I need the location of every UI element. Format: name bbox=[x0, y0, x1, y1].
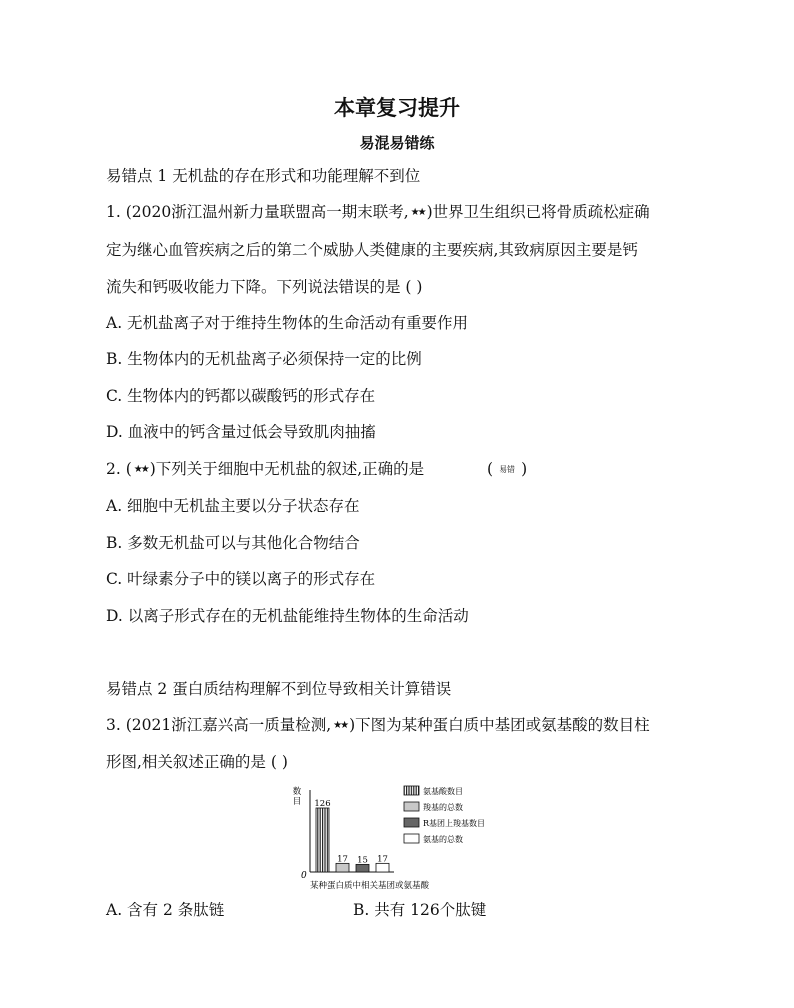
bar-3 bbox=[356, 864, 369, 872]
q3-line-1 bbox=[106, 715, 650, 736]
q2-line-1 bbox=[106, 459, 424, 480]
bar-value-label: 126 bbox=[314, 799, 331, 809]
q2-option-a: A. 细胞中无机盐主要以分子状态存在 bbox=[106, 497, 360, 515]
q1-option-d: D. 血液中的钙含量过低会导致肌肉抽搐 bbox=[106, 423, 376, 441]
origin-label: 0 bbox=[301, 871, 307, 881]
legend-swatch bbox=[404, 834, 419, 843]
legend-entry: R基团上羧基数目 bbox=[423, 819, 486, 828]
bar-value-label: 17 bbox=[377, 854, 388, 865]
q2-answer-bracket: ( 易错 ) bbox=[487, 460, 528, 478]
difficulty-star-icon: ★★ bbox=[410, 207, 425, 218]
q3-line1-rest: )下图为某种蛋白质中基团或氨基酸的数目柱 bbox=[349, 716, 650, 734]
q3-option-b: B. 共有 126个肽键 bbox=[353, 901, 487, 919]
chapter-title: 本章复习提升 bbox=[334, 95, 460, 120]
section-subtitle: 易混易错练 bbox=[359, 134, 435, 152]
error-point-2-heading: 易错点 2 蛋白质结构理解不到位导致相关计算错误 bbox=[106, 680, 452, 698]
q2-option-b: B. 多数无机盐可以与其他化合物结合 bbox=[106, 534, 360, 552]
q2-option-c: C. 叶绿素分子中的镁以离子的形式存在 bbox=[106, 570, 376, 588]
q1-option-a: A. 无机盐离子对于维持生物体的生命活动有重要作用 bbox=[106, 314, 469, 332]
bar-chart bbox=[286, 782, 516, 892]
legend-swatch bbox=[404, 818, 419, 827]
q2-option-d: D. 以离子形式存在的无机盐能维持生物体的生命活动 bbox=[106, 607, 469, 625]
bar-1 bbox=[316, 808, 329, 872]
x-axis-label: 某种蛋白质中相关基团或氨基酸 bbox=[310, 881, 430, 891]
legend-entry: 氨基的总数 bbox=[423, 835, 463, 844]
difficulty-star-icon: ★★ bbox=[333, 720, 348, 731]
q1-line-3: 流失和钙吸收能力下降。下列说法错误的是 ( ) bbox=[106, 278, 423, 296]
legend-entry: 氨基酸数目 bbox=[423, 787, 463, 796]
bar-value-label: 15 bbox=[357, 855, 368, 866]
difficulty-star-icon: ★★ bbox=[133, 464, 148, 475]
y-axis-label: 数目 bbox=[292, 787, 302, 807]
bar-4 bbox=[376, 863, 389, 872]
q1-line1-rest: )世界卫生组织已将骨质疏松症确 bbox=[426, 203, 650, 221]
q1-prefix: 1. (2020浙江温州新力量联盟高一期末联考, bbox=[106, 203, 409, 221]
bar-2 bbox=[336, 863, 349, 872]
q3-line-2: 形图,相关叙述正确的是 ( ) bbox=[106, 753, 288, 771]
legend-entry: 羧基的总数 bbox=[423, 803, 463, 812]
legend-swatch bbox=[404, 786, 419, 795]
q1-line-2: 定为继心血管疾病之后的第二个威胁人类健康的主要疾病,其致病原因主要是钙 bbox=[106, 241, 638, 259]
q1-option-b: B. 生物体内的无机盐离子必须保持一定的比例 bbox=[106, 350, 422, 368]
q2-stem: )下列关于细胞中无机盐的叙述,正确的是 bbox=[149, 460, 425, 478]
error-prone-tag: 易错 bbox=[499, 465, 516, 474]
q2-prefix: 2. ( bbox=[106, 460, 132, 478]
q3-option-a: A. 含有 2 条肽链 bbox=[106, 901, 225, 919]
error-point-1-heading: 易错点 1 无机盐的存在形式和功能理解不到位 bbox=[106, 167, 421, 185]
q1-line-1 bbox=[106, 202, 650, 223]
q3-prefix: 3. (2021浙江嘉兴高一质量检测, bbox=[106, 716, 332, 734]
q1-option-c: C. 生物体内的钙都以碳酸钙的形式存在 bbox=[106, 387, 376, 405]
bar-value-label: 17 bbox=[337, 854, 348, 865]
legend-swatch bbox=[404, 802, 419, 811]
